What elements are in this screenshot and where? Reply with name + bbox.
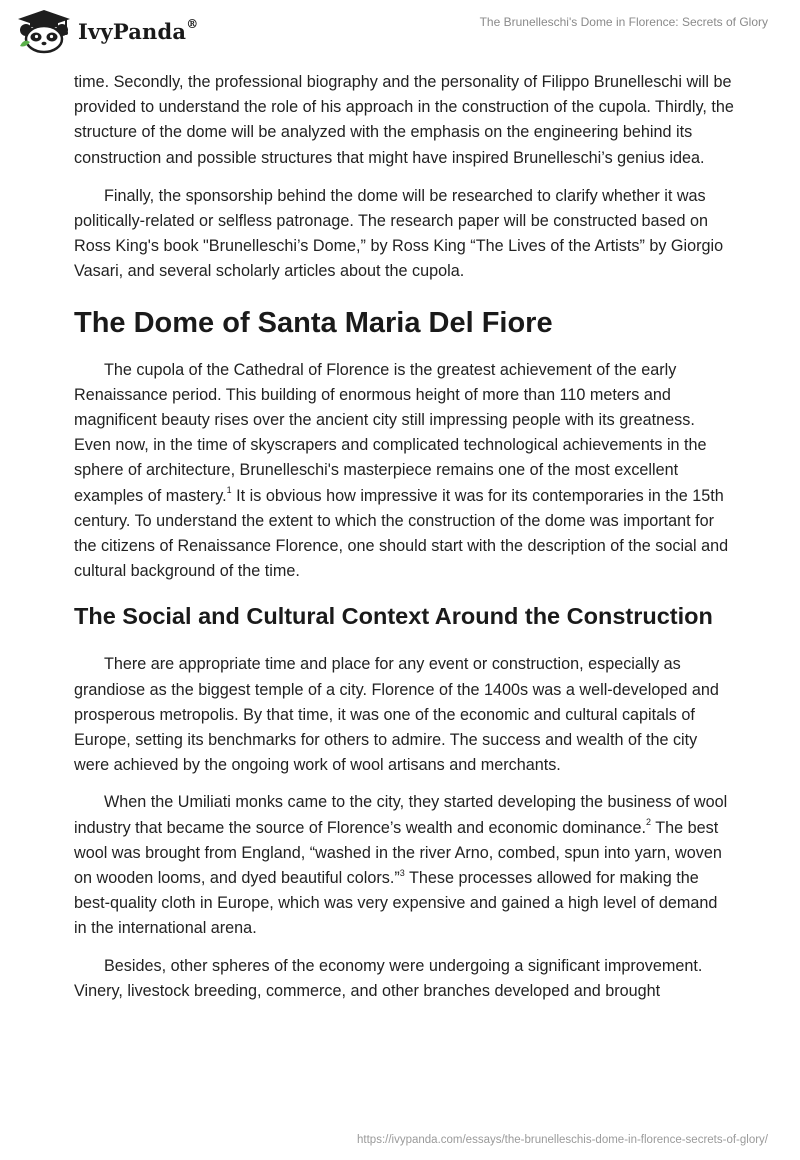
- footnote-ref[interactable]: 1: [226, 485, 232, 496]
- paragraph: Besides, other spheres of the economy were undergoing a significant improvement. Vinery, livestock breeding, commerce, and other branches developed and brought: [74, 956, 703, 1000]
- essay-content: [74, 70, 734, 1016]
- logo-text: IvyPanda®: [78, 16, 199, 44]
- paragraph: When the Umiliati monks came to the city, they started developing the business of wool industry that became the source of Florence’s wealth and economic dominance.$^2$ The best wool was brought from England, “washed in the river Arno, combed, spun into yarn, woven on wooden looms, and dyed beautiful colors.”$^3$ These processes allowed for making the best-quality cloth in Europe, which was very expensive and gained a high level of demand in the international arena.: [74, 793, 728, 938]
- paragraph: There are appropriate time and place for any event or construction, especially as grandiose as the biggest temple of a city. Florence of the 1400s was a well-developed and prosperous metropolis. By that time, it was one of the economic and cultural capitals of Europe, setting its benchmarks for others to admire. The success and wealth of the city were achieved by the ongoing work of wool artisans and merchants.: [74, 655, 719, 775]
- document-title: The Brunelleschi's Dome in Florence: Secrets of Glory: [479, 15, 768, 29]
- page-header: [0, 0, 800, 70]
- paragraph: time. Secondly, the professional biography and the personality of Filippo Brunelleschi will be provided to understand the role of his approach in the construction of the cupola. Thirdly, the structure of the dome will be analyzed with the emphasis on the engineering behind its construction and possible structures that might have inspired Brunelleschi’s genius idea.: [74, 73, 734, 167]
- footnote-ref[interactable]: 3: [399, 867, 405, 878]
- paragraph: Finally, the sponsorship behind the dome will be researched to clarify whether it was politically-related or selfless patronage. The research paper will be constructed based on Ross King's book "Brunelleschi’s Dome,” by Ross King “The Lives of the Artists” by Giorgio Vasari, and several scholarly articles about the cupola.: [74, 186, 724, 281]
- subsection-heading: The Social and Cultural Context Around the Construction: [74, 603, 713, 630]
- paragraph: The cupola of the Cathedral of Florence is the greatest achievement of the early Renaissance period. This building of enormous height of more than 110 meters and magnificent beauty rises over the ancient city still impressing people with its greatness. Even now, in the time of skyscrapers and complicated technological achievements in the sphere of architecture, Brunelleschi's masterpiece remains one of the most excellent examples of mastery.$^1$ It is obvious how impressive it was for its contemporaries in the 15th century. To understand the extent to which the construction of the dome was important for the citizens of Renaissance Florence, one should start with the description of the social and cultural background of the time.: [74, 360, 729, 581]
- logo[interactable]: [16, 8, 198, 54]
- panda-logo-icon: [16, 8, 72, 54]
- section-heading: The Dome of Santa Maria Del Fiore: [74, 306, 553, 339]
- source-url[interactable]: https://ivypanda.com/essays/the-brunelleschis-dome-in-florence-secrets-of-glory/: [357, 1134, 768, 1146]
- footnote-ref[interactable]: 2: [645, 817, 651, 828]
